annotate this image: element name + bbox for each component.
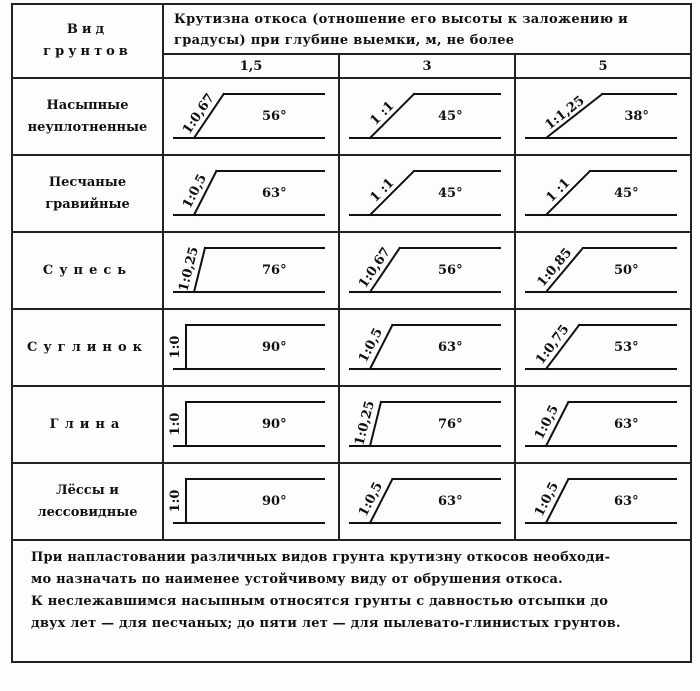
slope-diagram xyxy=(164,80,334,153)
depth-header-2: 3 xyxy=(339,54,515,78)
slope-angle-label: 63° xyxy=(262,186,287,201)
slope-cell xyxy=(339,78,515,155)
slope-cell xyxy=(515,232,691,309)
slope-angle-label: 53° xyxy=(614,340,639,355)
soil-type-label xyxy=(12,232,163,309)
slope-diagram xyxy=(516,234,686,307)
soil-type-label-line: Суглинок xyxy=(26,339,149,355)
slope-steepness-table xyxy=(11,3,692,663)
slope-ratio-label: 1:0,5 xyxy=(356,325,387,366)
slope-diagram xyxy=(340,234,510,307)
slope-ratio-label: 1:0,5 xyxy=(356,479,387,520)
slope-diagram xyxy=(164,465,334,538)
slope-cell xyxy=(339,386,515,463)
slope-ratio-label: 1:0,85 xyxy=(534,245,576,291)
notes xyxy=(12,540,691,662)
slope-diagram xyxy=(340,388,510,461)
slope-cell xyxy=(515,463,691,540)
slope-angle-label: 90° xyxy=(262,340,287,355)
slope-cell xyxy=(515,78,691,155)
slope-angle-label: 56° xyxy=(262,109,287,124)
soil-type-label-line: Супесь xyxy=(42,262,133,278)
slope-ratio-label: 1:0,5 xyxy=(180,171,211,212)
slope-ratio-label: 1 :1 xyxy=(543,175,574,206)
slope-cell xyxy=(163,386,339,463)
soil-type-label-line: Насыпные xyxy=(46,97,129,113)
slope-ratio-label: 1:0,5 xyxy=(532,402,563,443)
slope-cell xyxy=(339,232,515,309)
slope-angle-label: 50° xyxy=(614,263,639,278)
slope-ratio-label: 1:0,67 xyxy=(355,244,394,292)
slope-cell xyxy=(163,463,339,540)
slope-angle-label: 63° xyxy=(438,340,463,355)
soil-type-header xyxy=(12,4,163,78)
slope-cell xyxy=(339,463,515,540)
slope-angle-label: 56° xyxy=(438,263,463,278)
slope-angle-label: 45° xyxy=(614,186,639,201)
slope-diagram xyxy=(516,157,686,230)
table-row xyxy=(12,232,691,309)
slope-angle-label: 38° xyxy=(624,109,649,124)
slope-diagram xyxy=(516,80,686,153)
slope-cell xyxy=(339,155,515,232)
slope-cell xyxy=(163,155,339,232)
slope-diagram xyxy=(164,311,334,384)
slope-diagram xyxy=(516,311,686,384)
slope-ratio-label: 1:1,25 xyxy=(542,93,588,134)
soil-type-label xyxy=(12,309,163,386)
soil-type-label xyxy=(12,155,163,232)
table-row xyxy=(12,386,691,463)
slope-cell xyxy=(163,78,339,155)
slope-diagram xyxy=(340,157,510,230)
slope-header-line1: Крутизна откоса (отношение его высоты к заложению и xyxy=(174,12,629,27)
soil-type-header-line2: грунтов xyxy=(43,44,132,59)
slope-ratio-label: 1:0 xyxy=(168,489,183,513)
soil-type-label xyxy=(12,78,163,155)
slope-angle-label: 63° xyxy=(438,494,463,509)
soil-type-label-line: лессовидные xyxy=(37,504,138,520)
note-line-1: При напластовании различных видов грунта крутизну откосов необходи- xyxy=(31,550,611,565)
slope-ratio-label: 1:0,75 xyxy=(533,322,573,368)
slope-cell xyxy=(515,309,691,386)
slope-diagram xyxy=(340,80,510,153)
slope-diagram xyxy=(164,388,334,461)
slope-header-line2: градусы) при глубине выемки, м, не более xyxy=(174,33,515,48)
slope-cell xyxy=(163,309,339,386)
slope-ratio-label: 1 :1 xyxy=(367,175,398,206)
soil-type-label xyxy=(12,386,163,463)
slope-diagram xyxy=(340,465,510,538)
slope-ratio-label: 1:0,25 xyxy=(352,399,378,448)
note-line-2: мо назначать по наименее устойчивому виду от обрушения откоса. xyxy=(31,572,563,587)
slope-cell xyxy=(515,155,691,232)
soil-type-label xyxy=(12,463,163,540)
slope-diagram xyxy=(516,465,686,538)
slope-angle-label: 76° xyxy=(438,417,463,432)
soil-type-label-line: Песчаные xyxy=(48,174,127,190)
slope-header xyxy=(163,4,691,54)
table-row xyxy=(12,309,691,386)
soil-type-label-line: неуплотненные xyxy=(27,119,148,135)
slope-cell xyxy=(339,309,515,386)
note-line-4: двух лет — для песчаных; до пяти лет — для пылевато-глинистых грунтов. xyxy=(31,616,621,631)
slope-ratio-label: 1:0,5 xyxy=(532,479,563,520)
soil-type-header-line1: Вид xyxy=(66,22,109,37)
slope-diagram xyxy=(164,157,334,230)
slope-diagram xyxy=(340,311,510,384)
slope-diagram xyxy=(164,234,334,307)
slope-angle-label: 76° xyxy=(262,263,287,278)
slope-ratio-label: 1:0 xyxy=(168,335,183,359)
slope-cell xyxy=(515,386,691,463)
slope-ratio-label: 1 :1 xyxy=(367,98,398,129)
table-row xyxy=(12,155,691,232)
table-row xyxy=(12,78,691,155)
slope-ratio-label: 1:0,25 xyxy=(176,245,202,294)
slope-ratio-label: 1:0 xyxy=(168,412,183,436)
depth-header-1: 1,5 xyxy=(163,54,339,78)
note-line-3: К неслежавшимся насыпным относятся грунты с давностью отсыпки до xyxy=(31,594,609,609)
soil-type-label-line: гравийные xyxy=(45,196,130,212)
soil-type-label-line: Лёссы и xyxy=(56,482,119,498)
slope-diagram xyxy=(516,388,686,461)
slope-angle-label: 63° xyxy=(614,417,639,432)
slope-angle-label: 45° xyxy=(438,109,463,124)
slope-angle-label: 45° xyxy=(438,186,463,201)
slope-angle-label: 63° xyxy=(614,494,639,509)
soil-type-label-line: Глина xyxy=(49,416,126,432)
slope-ratio-label: 1:0,67 xyxy=(179,90,218,138)
slope-angle-label: 90° xyxy=(262,417,287,432)
slope-cell xyxy=(163,232,339,309)
table-row xyxy=(12,463,691,540)
depth-header-3: 5 xyxy=(515,54,691,78)
table-body xyxy=(12,78,691,540)
slope-angle-label: 90° xyxy=(262,494,287,509)
